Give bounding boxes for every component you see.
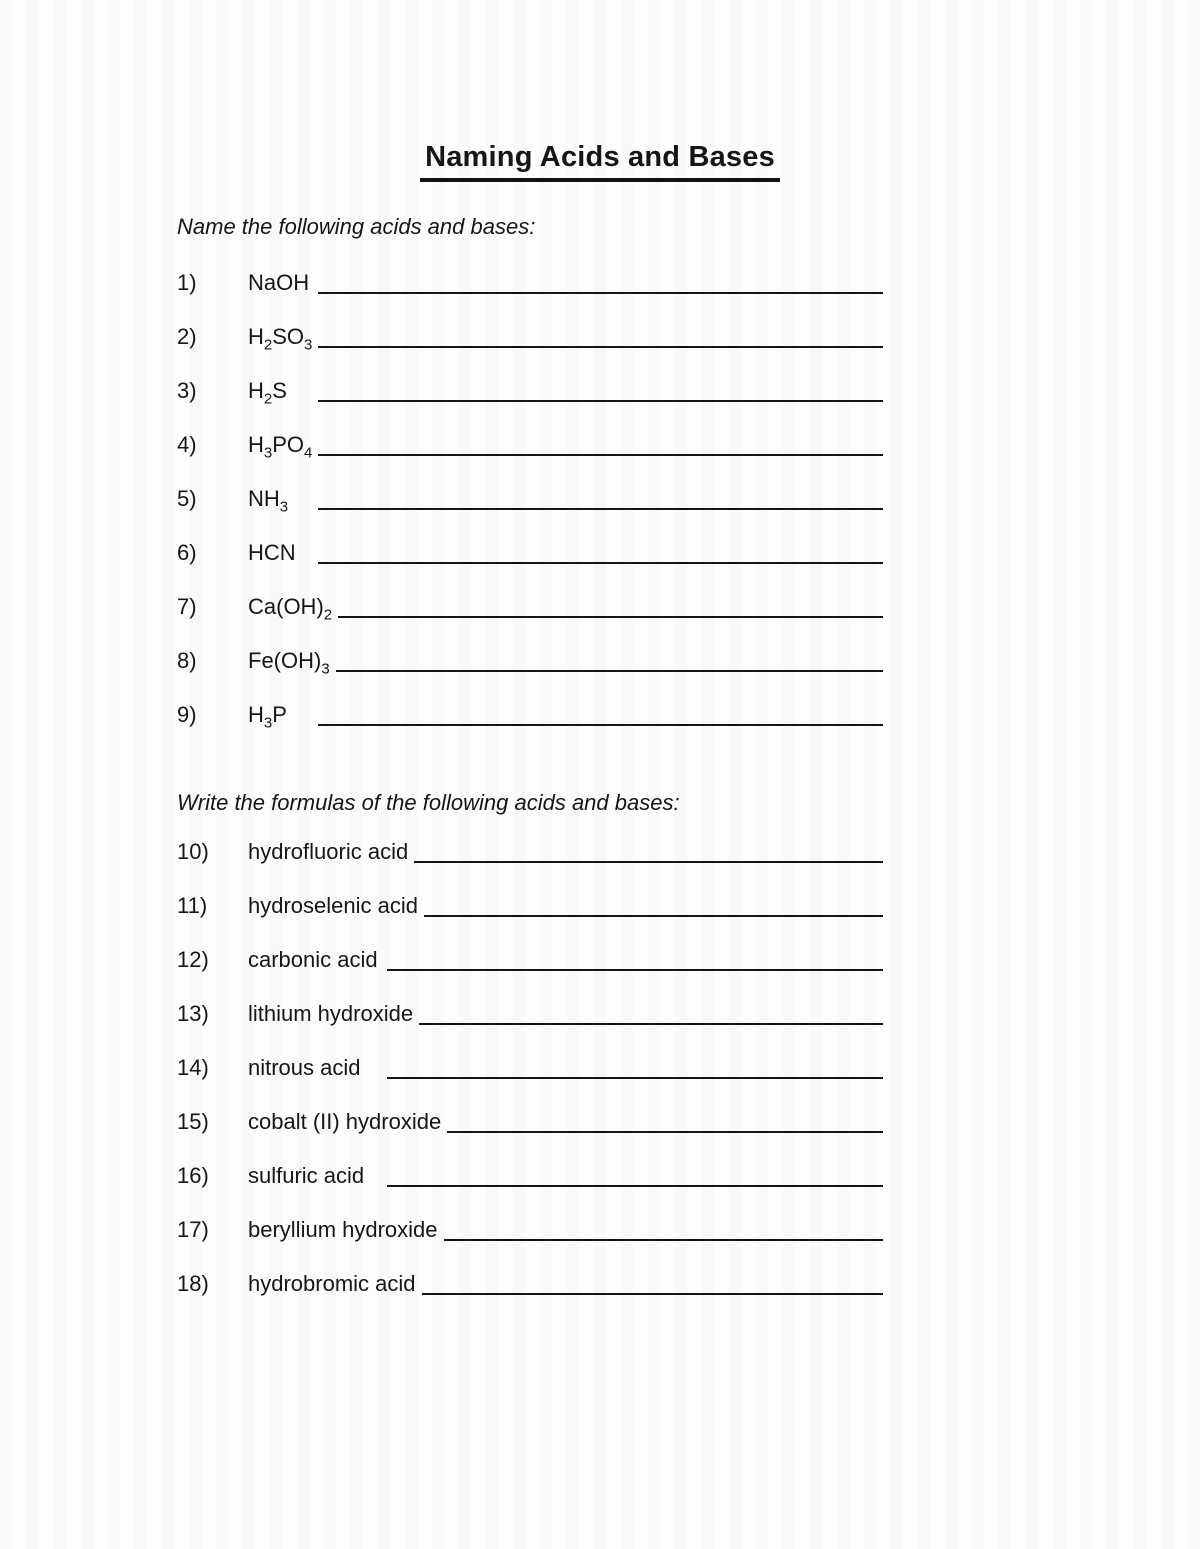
- worksheet-row: [177, 945, 883, 975]
- answer-blank: [318, 724, 883, 726]
- item-label: nitrous acid: [248, 1055, 361, 1080]
- worksheet-row: [177, 376, 883, 406]
- worksheet-row: [177, 1269, 883, 1299]
- section1-instruction: Name the following acids and bases:: [177, 214, 536, 239]
- worksheet-row: [177, 322, 883, 352]
- item-number: 6): [177, 540, 197, 565]
- item-number: 10): [177, 839, 209, 864]
- worksheet-row: [177, 891, 883, 921]
- worksheet-row: [177, 538, 883, 568]
- item-formula: $Fe(OH)_3$: [248, 648, 330, 678]
- answer-blank: [318, 508, 883, 510]
- answer-blank: [387, 1185, 883, 1187]
- item-label: hydrobromic acid: [248, 1271, 416, 1296]
- answer-blank: [318, 346, 883, 348]
- worksheet-row: [177, 999, 883, 1029]
- answer-blank: [338, 616, 883, 618]
- answer-blank: [387, 1077, 883, 1079]
- answer-blank: [318, 292, 883, 294]
- item-label: sulfuric acid: [248, 1163, 365, 1188]
- answer-blank: [318, 454, 883, 456]
- item-number: 18): [177, 1271, 209, 1296]
- item-formula: $H_2SO_3$: [248, 324, 313, 354]
- item-label: beryllium hydroxide: [248, 1217, 438, 1242]
- answer-blank: [336, 670, 883, 672]
- item-formula: $NH_3$: [248, 486, 289, 516]
- item-number: 17): [177, 1217, 209, 1242]
- item-number: 8): [177, 648, 197, 673]
- worksheet-row: [177, 484, 883, 514]
- item-label: carbonic acid: [248, 947, 378, 972]
- item-formula: $H_2S$: [248, 378, 287, 408]
- page-title-text: Naming Acids and Bases: [420, 139, 780, 182]
- answer-blank: [444, 1239, 883, 1241]
- answer-blank: [419, 1023, 883, 1025]
- item-formula: NaOH: [248, 270, 310, 295]
- item-formula: $H_3P$: [248, 702, 287, 732]
- item-number: 5): [177, 486, 197, 511]
- answer-blank: [318, 562, 883, 564]
- item-number: 1): [177, 270, 197, 295]
- item-label: hydroselenic acid: [248, 893, 418, 918]
- worksheet-row: [177, 700, 883, 730]
- worksheet-row: [177, 268, 883, 298]
- answer-blank: [414, 861, 883, 863]
- item-number: 7): [177, 594, 197, 619]
- answer-blank: [387, 969, 883, 971]
- item-label: hydrofluoric acid: [248, 839, 409, 864]
- item-number: 14): [177, 1055, 209, 1080]
- item-label: cobalt (II) hydroxide: [248, 1109, 442, 1134]
- item-formula: $H_3PO_4$: [248, 432, 313, 462]
- item-number: 13): [177, 1001, 209, 1026]
- section2-items: [177, 837, 883, 1299]
- item-number: 4): [177, 432, 197, 457]
- worksheet-row: [177, 430, 883, 460]
- worksheet-row: [177, 1161, 883, 1191]
- answer-blank: [422, 1293, 883, 1295]
- item-number: 2): [177, 324, 197, 349]
- answer-blank: [318, 400, 883, 402]
- worksheet-row: [177, 1107, 883, 1137]
- item-formula: $Ca(OH)_2$: [248, 594, 333, 624]
- page-title: [0, 0, 1200, 182]
- item-number: 3): [177, 378, 197, 403]
- item-number: 11): [177, 893, 208, 918]
- item-number: 15): [177, 1109, 209, 1134]
- worksheet-row: [177, 592, 883, 622]
- worksheet-row: [177, 837, 883, 867]
- item-number: 16): [177, 1163, 209, 1188]
- answer-blank: [447, 1131, 883, 1133]
- section1-items: [177, 268, 883, 730]
- worksheet-row: [177, 1215, 883, 1245]
- answer-blank: [424, 915, 883, 917]
- item-label: lithium hydroxide: [248, 1001, 414, 1026]
- item-number: 9): [177, 702, 197, 727]
- item-number: 12): [177, 947, 209, 972]
- item-formula: HCN: [248, 540, 296, 565]
- section2-instruction: Write the formulas of the following acids and bases:: [177, 790, 680, 815]
- worksheet-row: [177, 1053, 883, 1083]
- worksheet-row: [177, 646, 883, 676]
